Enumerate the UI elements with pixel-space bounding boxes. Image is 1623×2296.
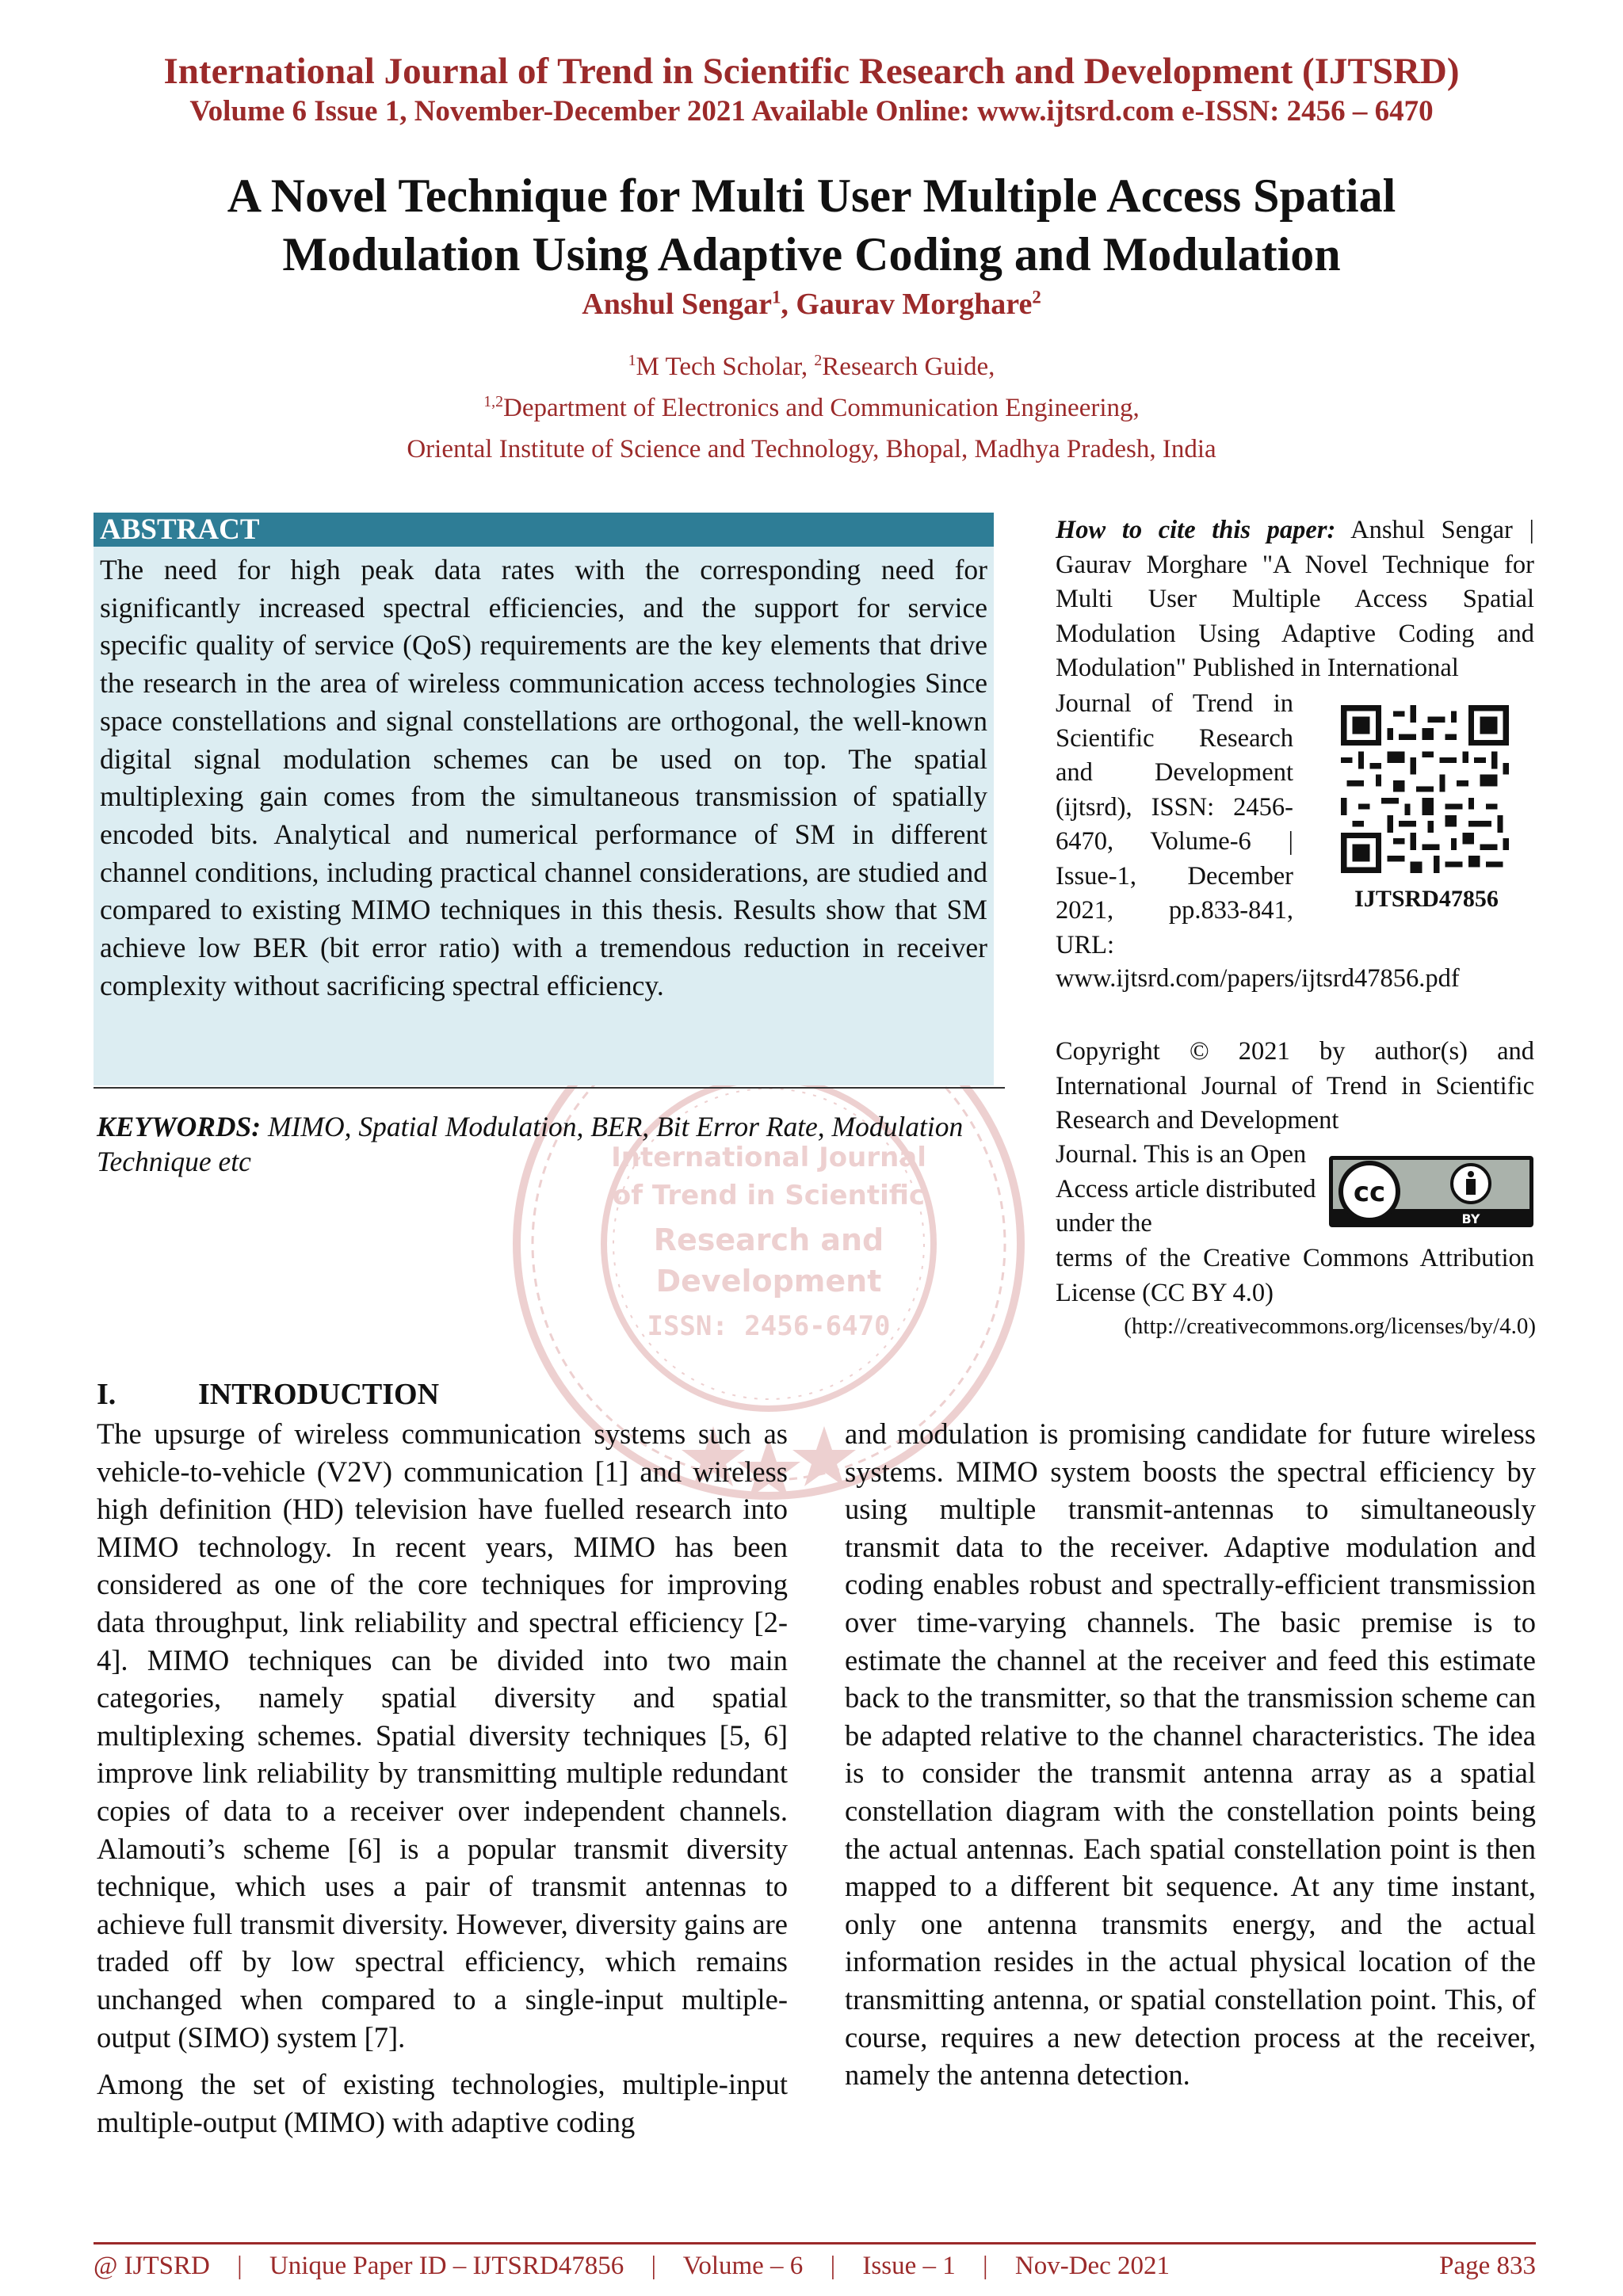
footer-issue: Issue – 1	[862, 2252, 956, 2280]
footer-paper-id: Unique Paper ID – IJTSRD47856	[269, 2252, 624, 2280]
watermark-line1: International Journal	[611, 1142, 926, 1173]
footer-divider	[94, 2242, 1536, 2245]
author-2: Gaurav Morghare	[796, 288, 1033, 321]
affil2-sup: 1,2	[483, 393, 503, 410]
intro-left-paragraph-1: The upsurge of wireless communication systems such as vehicle-to-vehicle (V2V) communication [1] and wireless high definition (HD) television have fuelled research into MIMO technology. In recent years, MIMO has been considered as one of the core techniques for improving data throughput, link reliability and spectral efficiency [2-4]. MIMO techniques can be divided into two main categories, namely spatial diversity and spatial multiplexing schemes. Spatial diversity techniques [5, 6] improve link reliability by transmitting multiple redundant copies of data to a receiver over independent channels. Alamouti’s scheme [6] is a popular transmit diversity technique, which uses a pair of transmit antennas to achieve full transmit diversity. However, diversity gains are traded off by low spectral efficiency, which remains unchanged when compared to a single-input multiple-output (SIMO) system [7].	[97, 1417, 788, 2054]
affiliation-3: Oriental Institute of Science and Technology, Bhopal, Madhya Pradesh, India	[407, 435, 1216, 463]
footer-sep: |	[830, 2252, 836, 2280]
footer-volume: Volume – 6	[682, 2252, 804, 2280]
footer-sep: |	[237, 2252, 242, 2280]
cc-by-license-icon	[1328, 1155, 1534, 1228]
keywords-label: KEYWORDS:	[97, 1111, 262, 1142]
affiliation-1	[0, 347, 1623, 387]
footer-sep: |	[651, 2252, 657, 2280]
title-line-1: A Novel Technique for Multi User Multiple Access Spatial	[227, 170, 1396, 222]
abstract-heading: ABSTRACT	[94, 513, 994, 547]
affiliation-2	[0, 388, 1623, 428]
by-badge-text: BY	[1461, 1211, 1480, 1226]
watermark-line3: Research and	[653, 1222, 884, 1257]
intro-right-paragraph-1: and modulation is promising candidate for future wireless systems. MIMO system boosts the spectral efficiency by using multiple transmit-antennas to simultaneously transmit data to the receiver. Adaptive modulation and coding enables robust and spectrally-efficient transmission over time-varying channels. The basic premise is to estimate the channel at the receiver and feed this estimate back to the transmitter, so that the transmission scheme can be adapted relative to the channel characteristics. The idea is to consider the transmit antenna array as a spatial constellation diagram with the constellation points being the actual antennas. Each spatial constellation point is then mapped to a different bit sequence. At any time instant, only one antenna transmits energy, and the actual information resides in the actual physical location of the transmitting antenna, or spatial constellation point. This, of course, requires a new detection process at the receiver, namely the antenna detection.	[845, 1417, 1536, 2092]
title-line-2: Modulation Using Adaptive Coding and Modulation	[282, 228, 1341, 280]
intro-left-column	[97, 1415, 788, 2141]
affil1-text2: Research Guide,	[822, 353, 995, 381]
section-number: I.	[97, 1378, 116, 1411]
abstract-body	[94, 547, 994, 1085]
author-1-sup: 1	[771, 287, 781, 307]
footer-date: Nov-Dec 2021	[1014, 2252, 1170, 2280]
section-heading: INTRODUCTION	[198, 1378, 440, 1411]
cc-badge-text: cc	[1353, 1177, 1386, 1208]
footer	[94, 2250, 1536, 2282]
author-1: Anshul Sengar	[582, 288, 772, 321]
watermark-issn: ISSN: 2456-6470	[647, 1310, 891, 1342]
qr-code-label: IJTSRD47856	[1354, 886, 1499, 912]
footer-page: Page 833	[1439, 2252, 1536, 2280]
keywords	[97, 1109, 994, 1179]
affil1-sup2: 2	[814, 352, 823, 369]
journal-name: International Journal of Trend in Scientific Research and Development (IJTSRD)	[163, 51, 1460, 92]
affil2-text: Department of Electronics and Communication Engineering,	[502, 394, 1140, 422]
volume-line: Volume 6 Issue 1, November-December 2021 Available Online: www.ijtsrd.com e-ISSN: 2456 – 6470	[189, 95, 1434, 128]
author-separator: ,	[781, 288, 796, 321]
citation-text: Anshul Sengar | Gaurav Morghare "A Novel Technique for Multi User Multiple Access Spatial Modulation Using Adaptive Coding and Modulation" Published in International	[1056, 516, 1535, 682]
citation-narrow: Journal of Trend in Scientific Research and Development (ijtsrd), ISSN: 2456-6470, Volume-6 | Issue-1, December 2021, pp.833-841, URL:	[1056, 689, 1293, 959]
intro-right-column	[845, 1415, 1536, 2094]
abstract-text: The need for high peak data rates with the corresponding need for significantly increased spectral efficiencies, and the support for service specific quality of service (QoS) requirements are the key elements that drive the research in the area of wireless communication access technologies Since space constellations and signal constellations are orthogonal, the well-known digital signal modulation schemes can be used on top. The spatial multiplexing gain comes from the simultaneous transmission of spatially encoded bits. Analytical and numerical performance of SM in different channel conditions, including practical channel considerations, are studied and compared to existing MIMO techniques in this thesis. Results show that SM achieve low BER (bit error ratio) with a tremendous reduction in receiver complexity without sacrificing spectral efficiency.	[100, 554, 987, 1001]
license-url: (http://creativecommons.org/licenses/by/4.0)	[1124, 1314, 1536, 1339]
paper-title	[143, 166, 1480, 284]
author-2-sup: 2	[1032, 287, 1041, 307]
copyright-narrow: Journal. This is an Open Access article distributed under the	[1056, 1140, 1316, 1238]
watermark-line2: of Trend in Scientific	[612, 1180, 926, 1211]
watermark-line4: Development	[655, 1264, 882, 1299]
affil1-text1: M Tech Scholar,	[636, 353, 815, 381]
authors	[0, 287, 1623, 322]
footer-journal: @ IJTSRD	[94, 2252, 210, 2280]
footer-sep: |	[983, 2252, 988, 2280]
citation-url: www.ijtsrd.com/papers/ijtsrd47856.pdf	[1056, 964, 1460, 993]
copyright-text: Copyright © 2021 by author(s) and International Journal of Trend in Scientific Research and Development	[1056, 1037, 1534, 1135]
intro-left-paragraph-2: Among the set of existing technologies, multiple-input multiple-output (MIMO) with adaptive coding	[97, 2068, 788, 2138]
qr-code-icon	[1341, 705, 1509, 873]
keywords-text: MIMO, Spatial Modulation, BER, Bit Error Rate, Modulation Technique etc	[97, 1111, 964, 1177]
affil1-sup1: 1	[628, 352, 636, 369]
copyright-bottom: terms of the Creative Commons Attribution License (CC BY 4.0)	[1056, 1244, 1534, 1307]
citation-colon: :	[1327, 516, 1336, 544]
abstract-divider	[94, 1087, 1005, 1089]
citation-block	[1056, 513, 1534, 686]
citation-label: How to cite this paper	[1056, 516, 1327, 544]
